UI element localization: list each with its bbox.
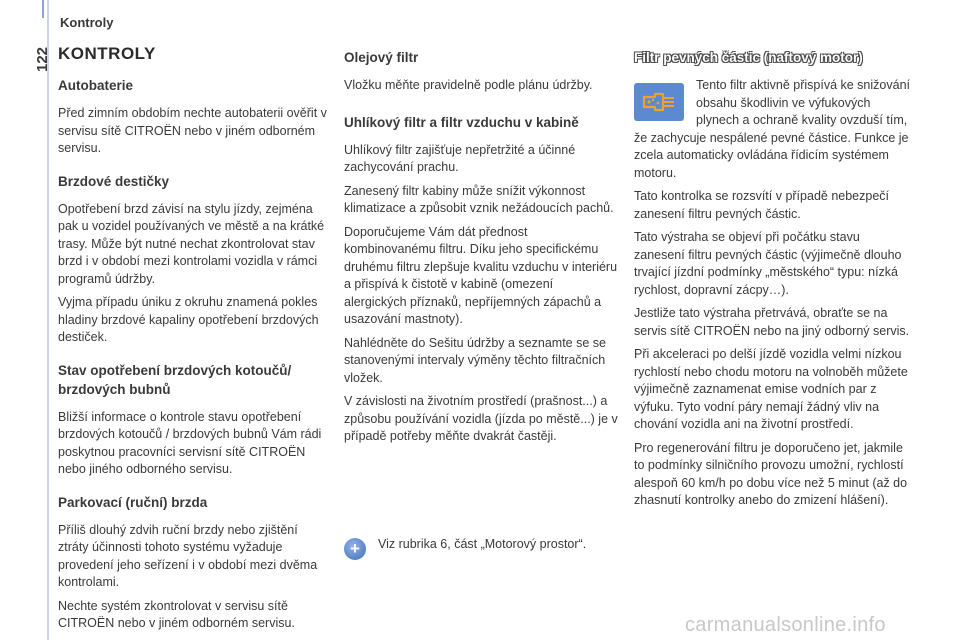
paragraph: Při akceleraci po delší jízdě vozidla velmi nízkou rychlostí nebo chodu motoru na volnoběh můžete výjimečně zaznamenat emise vodních par z výfuku. Tyto vodní páry nemají žádný vliv na chování vozidla ani na životní prostředí.: [634, 347, 908, 431]
paragraph: Vyjma případu úniku z okruhu znamená pokles hladiny brzdové kapaliny opotřebení brzdových destiček.: [58, 295, 319, 344]
plus-icon: +: [344, 538, 366, 560]
paragraph: Příliš dlouhý zdvih ruční brzdy nebo zjištění ztráty účinnosti tohoto systému vyžaduje provedení jeho seřízení i v období mezi dvěma kontrolami.: [58, 522, 318, 589]
paragraph: Nechte systém zkontrolovat v servisu sítě CITROËN nebo v jiném odborném servisu.: [58, 598, 295, 630]
heading-brzdove-kotouce: Stav opotřebení brzdových kotoučů/ brzdových bubnů: [58, 362, 292, 397]
section-header: Kontroly: [60, 15, 114, 30]
note-text: Viz rubrika 6, část „Motorový prostor“.: [378, 537, 587, 551]
page-title: KONTROLY: [58, 44, 156, 63]
heading-brzdove-desticky: Brzdové destičky: [58, 173, 170, 189]
page-number: 122: [34, 46, 51, 72]
column-right: [634, 44, 914, 516]
heading-filtr-pevnych-castic: Filtr pevných částic (naftový motor): [634, 50, 863, 65]
paragraph: Uhlíkový filtr zajišťuje nepřetržité a účinné zachycování prachu.: [344, 142, 576, 174]
column-left: [58, 44, 328, 639]
column-middle: [344, 44, 619, 452]
paragraph: Vložku měňte pravidelně podle plánu údržby.: [344, 78, 593, 92]
side-bar: [47, 0, 49, 640]
paragraph: Nahlédněte do Sešitu údržby a seznamte se se stanovenými intervaly výměny těchto filtračních vložek.: [344, 335, 606, 385]
paragraph: Jestliže tato výstraha přetrvává, obraťte se na servis sítě CITROËN nebo na jiný odborný servis.: [634, 306, 910, 338]
paragraph: Opotřebení brzd závisí na stylu jízdy, zejména pak u vozidel používaných ve městě a na krátké trasy. Může být nutné nechat zkontrolovat stav brzd i v období mezi kontrolami vozidla v rámci programů údržby.: [58, 201, 325, 286]
intro-block: [634, 77, 914, 182]
heading-uhlikovy-filtr: Uhlíkový filtr a filtr vzduchu v kabině: [344, 114, 579, 130]
heading-olejovy-filtr: Olejový filtr: [344, 50, 419, 65]
particle-filter-icon: [634, 83, 684, 121]
paragraph: Tato výstraha se objeví při počátku stavu zanesení filtru pevných částic (výjimečně dlouho trvající jízdní podmínky „městského“ typu: nízká rychlost, dopravní zácpy…).: [634, 230, 902, 297]
side-tick: [42, 0, 44, 18]
paragraph: Pro regenerování filtru je doporučeno jet, jakmile to podmínky silničního provozu umožní, rychlostí alespoň 60 km/h po dobu více než 5 minut (až do zhasnutí kontrolky anebo do zmizení hlášení).: [634, 440, 908, 507]
paragraph: Tento filtr aktivně přispívá ke snižování obsahu škodlivin ve výfukových plynech a ochraně kvality ovzduší tím, že zachycuje nespálené pevné částice. Funkce je zcela automaticky ovládána řídicím systémem motoru.: [634, 78, 910, 180]
paragraph: Před zimním obdobím nechte autobaterii ověřit v servisu sítě CITROËN nebo v jiném odborném servisu.: [58, 106, 327, 155]
watermark: carmanualsonline.info: [685, 614, 886, 636]
paragraph: Bližší informace o kontrole stavu opotřebení brzdových kotoučů / brzdových bubnů Vám rádi poskytnou pracovníci servisní sítě CITROËN nebo jiného odborného servisu.: [58, 409, 322, 476]
heading-autobaterie: Autobaterie: [58, 78, 134, 93]
paragraph: Tato kontrolka se rozsvítí v případě nebezpečí zanesení filtru pevných částic.: [634, 189, 889, 221]
paragraph: V závislosti na životním prostředí (prašnost...) a způsobu používání vozidla (jízda po městě...) je v případě potřeby měňte dvakrát častěji.: [344, 394, 618, 443]
heading-parkovaci-brzda: Parkovací (ruční) brzda: [58, 494, 208, 510]
paragraph: Zanesený filtr kabiny může snížit výkonnost klimatizace a způsobit vznik nežádoucích pachů.: [344, 183, 614, 215]
paragraph: Doporučujeme Vám dát přednost kombinovanému filtru. Díku jeho specifickému druhému filtru zlepšuje kvalitu vzduchu v interiéru a přispívá k čistotě v kabině (omezení alergických příznaků, nepříjemných zápachů a usazování mastnoty).: [344, 224, 618, 326]
